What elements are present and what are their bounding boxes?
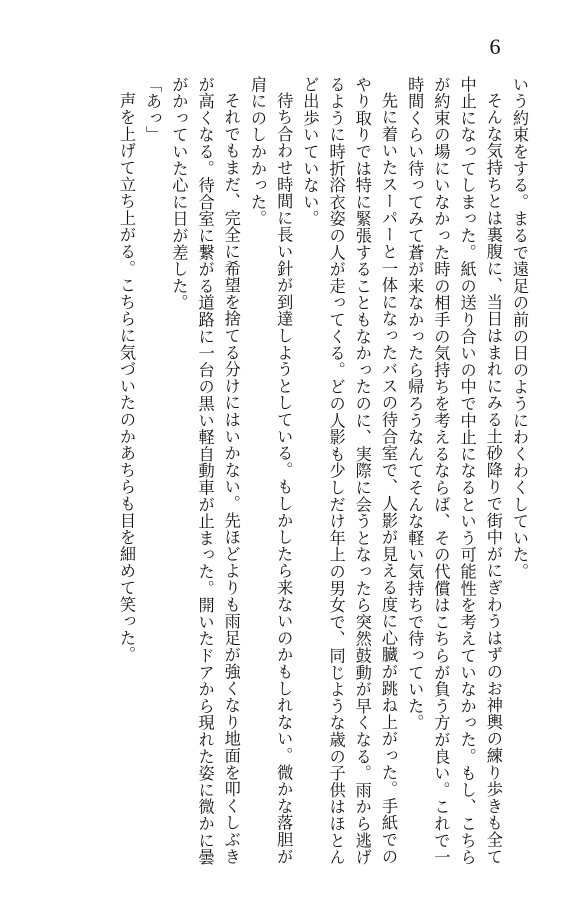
paragraph: それでもまだ、完全に希望を捨てる分けにはいかない。先ほどよりも雨足が強くなり地面を叩くしぶきが高くなる。待合室に繋がる道路に一台の黒い軽自動車が止まった。開いたドアから現れた姿に微かに曇がかっていた心に日が差した。 — [169, 76, 241, 866]
paragraph: そんな気持ちとは裏腹に、当日はまれにみる土砂降りで街中がにぎわうはずのお神輿の練り歩きも全て中止になってしまった。紙の送り合いの中で中止になるという可能性を考えていなかった。もし、こちらが約束の場にいなかった時の相手の気持ちを考えるならば、その代償はこちらが負う方が良い。これで一時間くらい待ってみて蒼が来なかったら帰ろうなんてそんな軽い気持ちで待っていた。 — [405, 76, 503, 866]
paragraph: 声を上げて立ち上がる。こちらに気づいたのかあちらも目を細めて笑った。 — [116, 92, 136, 664]
paragraph: いう約束をする。まるで遠足の前の日のようにわくわくしていた。 — [510, 76, 529, 580]
vertical-text-body — [113, 76, 532, 876]
page-number: 6 — [489, 34, 501, 59]
dialogue-line: 「あっ」 — [143, 76, 163, 144]
paragraph: 待ち合わせ時間に長い針が到達しようとしている。もしかしたら来ないのかもしれない。微かな落胆が肩にのしかかった。 — [247, 76, 294, 865]
paragraph: 先に着いたスーパーと一体になったバスの待合室で、人影が見える度に心臓が跳ね上がった。手紙でのやり取りでは特に緊張することもなかったのに、実際に会うとなったら突然鼓動が早くなる。雨から逃げるように時折浴衣姿の人が走ってくる。どの人影も少しだけ年上の男女で、同じような歳の子供はほとんど出歩いていない。 — [300, 76, 398, 866]
